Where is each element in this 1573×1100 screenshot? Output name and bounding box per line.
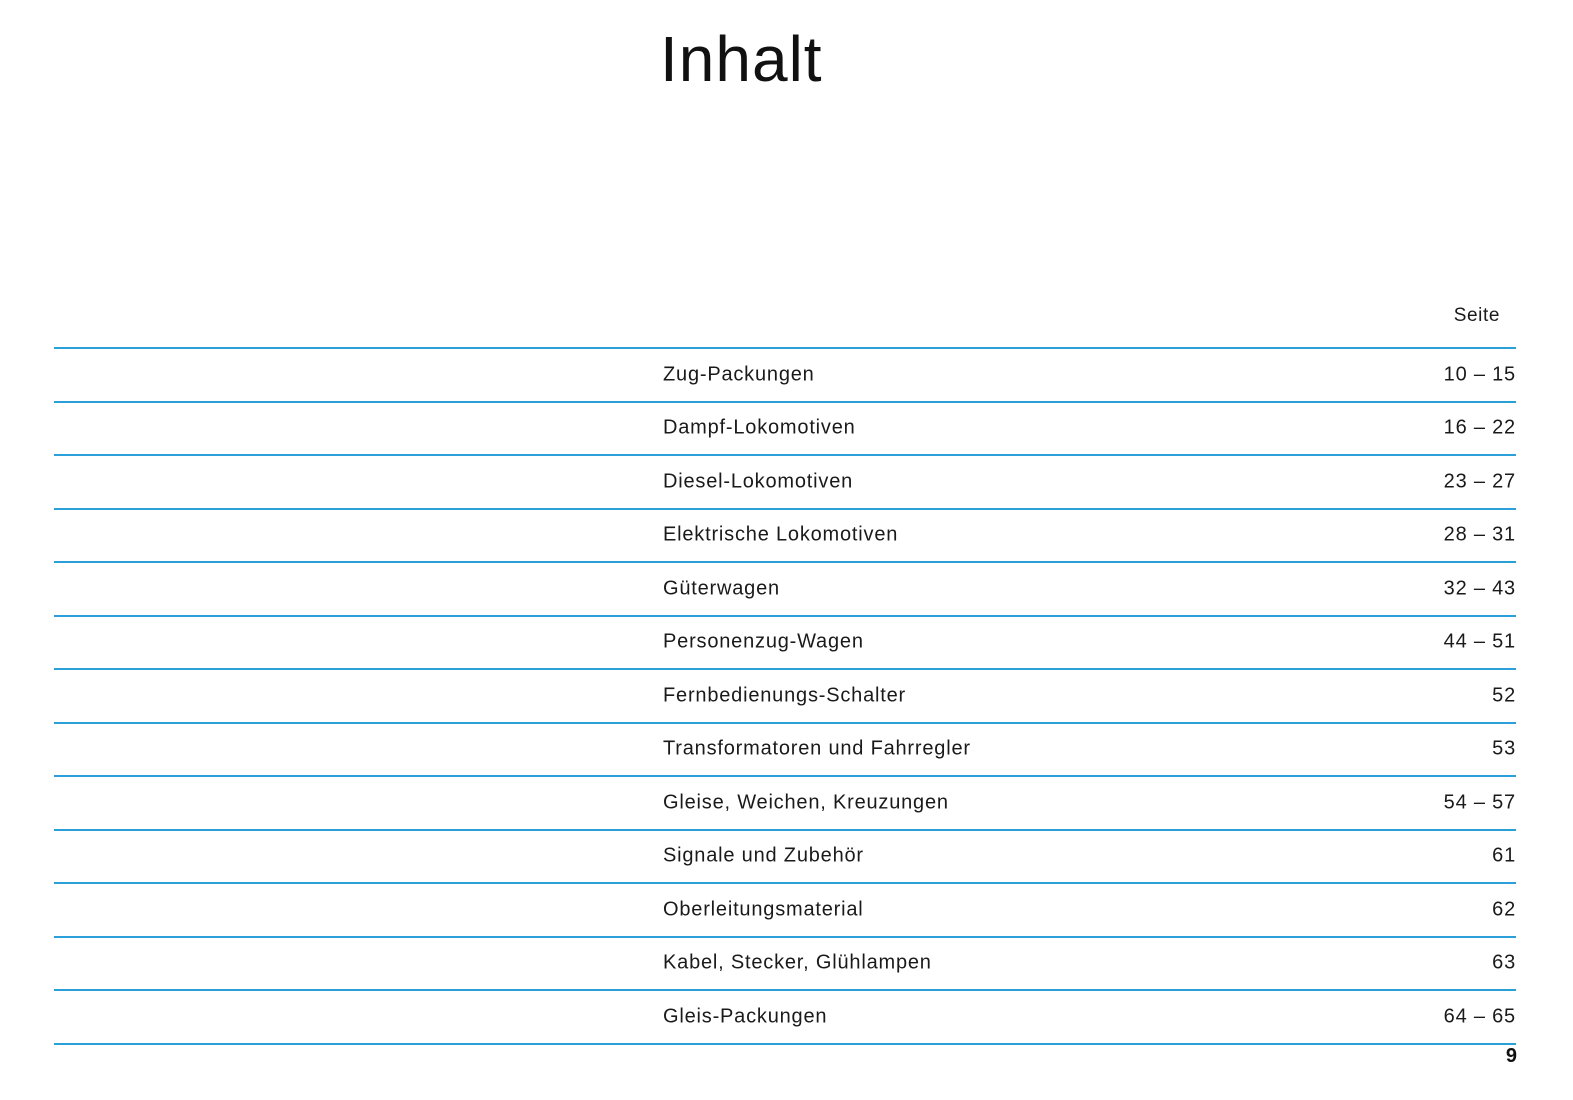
toc-entry-label: Dampf-Lokomotiven [663,416,856,439]
toc-entry-label: Elektrische Lokomotiven [663,523,899,546]
toc-entry-label: Signale und Zubehör [663,844,864,867]
toc-entry-pages: 61 [1492,844,1516,867]
toc-entry-pages: 63 [1492,951,1516,974]
toc-entry[interactable] [54,456,1516,508]
toc-entry[interactable] [54,670,1516,722]
toc-entry-label: Diesel-Lokomotiven [663,470,854,493]
toc-entry-label: Kabel, Stecker, Glühlampen [663,951,932,974]
toc-entry-label: Oberleitungsmaterial [663,898,864,921]
toc-entry[interactable] [54,724,1516,776]
toc-entry-pages: 52 [1492,684,1516,707]
toc-entry-pages: 16 – 22 [1443,416,1516,439]
toc-entry-pages: 28 – 31 [1443,523,1516,546]
toc-entry[interactable] [54,884,1516,936]
page-number: 9 [1505,1045,1517,1067]
toc-entry[interactable] [54,403,1516,455]
table-of-contents [54,347,1516,1045]
toc-entry[interactable] [54,349,1516,401]
toc-entry[interactable] [54,617,1516,669]
toc-entry-pages: 62 [1492,898,1516,921]
toc-entry[interactable] [54,510,1516,562]
toc-entry-label: Transformatoren und Fahrregler [663,737,971,760]
toc-entry-pages: 53 [1492,737,1516,760]
toc-entry-label: Gleis-Packungen [663,1005,828,1028]
toc-entry[interactable] [54,938,1516,990]
divider [54,1043,1516,1045]
toc-entry[interactable] [54,831,1516,883]
toc-entry[interactable] [54,991,1516,1043]
toc-entry-pages: 64 – 65 [1443,1005,1516,1028]
toc-entry-label: Zug-Packungen [663,363,815,386]
toc-entry-pages: 54 – 57 [1443,791,1516,814]
toc-entry-pages: 44 – 51 [1443,630,1516,653]
toc-entry-label: Personenzug-Wagen [663,630,864,653]
toc-entry-label: Gleise, Weichen, Kreuzungen [663,791,949,814]
toc-entry-pages: 32 – 43 [1443,577,1516,600]
pages-column-header: Seite [1453,305,1500,326]
toc-entry-pages: 10 – 15 [1443,363,1516,386]
toc-entry[interactable] [54,563,1516,615]
toc-entry-label: Fernbedienungs-Schalter [663,684,906,707]
toc-entry-label: Güterwagen [663,577,780,600]
toc-entry-pages: 23 – 27 [1443,470,1516,493]
toc-entry[interactable] [54,777,1516,829]
page-title: Inhalt [660,23,823,95]
